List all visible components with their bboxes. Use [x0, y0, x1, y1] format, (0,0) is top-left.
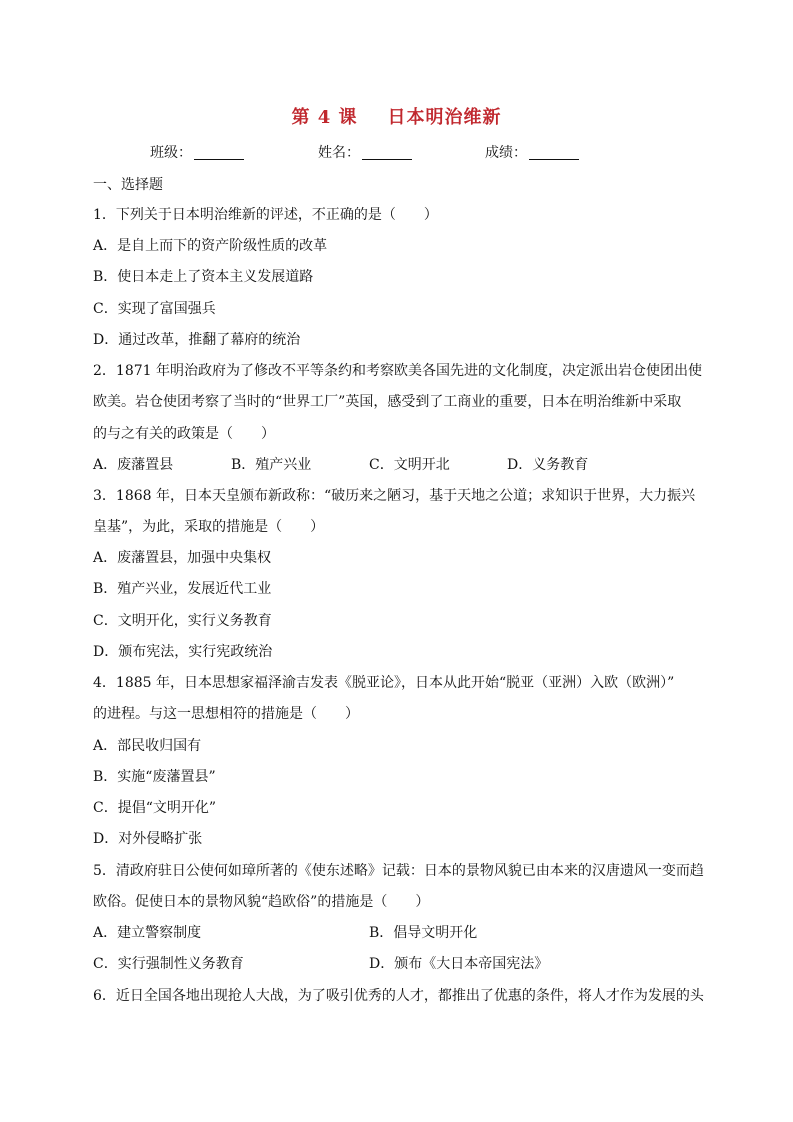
question-2-option-a: A．废藩置县 [93, 457, 174, 473]
score-label: 成绩： [485, 145, 527, 161]
question-2-stem-line-3: 的与之有关的政策是（ ） [93, 426, 275, 442]
question-5-stem-line-1: 5．清政府驻日公使何如璋所著的《使东述略》记载：日本的景物风貌已由本来的汉唐遗风一变而趋 [93, 863, 704, 879]
lesson-number: 第 4 课 [291, 107, 358, 128]
class-field [150, 142, 244, 162]
score-field [485, 142, 579, 162]
question-4-option-b: B．实施“废藩置县” [93, 769, 216, 785]
question-4-option-d: D．对外侵略扩张 [93, 831, 203, 847]
question-5-option-c: C．实行强制性义务教育 [93, 956, 244, 972]
question-1-option-c: C．实现了富国强兵 [93, 301, 216, 317]
name-label: 姓名： [318, 145, 360, 161]
question-4-stem-line-1: 4．1885 年，日本思想家福泽渝吉发表《脱亚论》，日本从此开始“脱亚（亚洲）入欧（欧洲）” [93, 675, 675, 691]
question-4-option-a: A．部民收归国有 [93, 738, 202, 754]
question-5-option-b: B．倡导文明开化 [369, 925, 478, 941]
question-1-option-a: A．是自上而下的资产阶级性质的改革 [93, 238, 328, 254]
name-blank[interactable] [362, 145, 412, 160]
question-3-stem-line-2: 皇基”，为此，采取的措施是（ ） [93, 519, 325, 535]
question-2-option-c: C．文明开北 [369, 457, 450, 473]
question-4-stem-line-2: 的进程。与这一思想相符的措施是（ ） [93, 706, 359, 722]
question-3-option-d: D．颁布宪法，实行宪政统治 [93, 644, 273, 660]
question-1-option-b: B．使日本走上了资本主义发展道路 [93, 269, 314, 285]
question-2-option-d: D．义务教育 [507, 457, 589, 473]
name-field [318, 142, 412, 162]
lesson-title: 日本明治维新 [387, 107, 502, 128]
score-blank[interactable] [529, 145, 579, 160]
question-3-stem-line-1: 3．1868 年，日本天皇颁布新政称：“破历来之陋习，基于天地之公道；求知识于世界，大力振兴 [93, 488, 696, 504]
question-5-option-a: A．建立警察制度 [93, 925, 202, 941]
class-label: 班级： [150, 145, 192, 161]
class-blank[interactable] [194, 145, 244, 160]
question-5-option-d: D．颁布《大日本帝国宪法》 [369, 956, 549, 972]
page-title [0, 103, 793, 129]
question-5-stem-line-2: 欧俗。促使日本的景物风貌“趋欧俗”的措施是（ ） [93, 894, 430, 910]
question-4-option-c: C．提倡“文明开化” [93, 800, 217, 816]
question-2-stem-line-1: 2．1871 年明治政府为了修改不平等条约和考察欧美各国先进的文化制度，决定派出岩仓使团出使 [93, 363, 702, 379]
question-2-stem-line-2: 欧美。岩仓使团考察了当时的“世界工厂”英国，感受到了工商业的重要，日本在明治维新中采取 [93, 394, 682, 410]
question-2-option-b: B．殖产兴业 [231, 457, 312, 473]
question-6-stem-line-1: 6．近日全国各地出现抢人大战，为了吸引优秀的人才，都推出了优惠的条件，将人才作为发展的头 [93, 988, 704, 1004]
question-3-option-c: C．文明开化，实行义务教育 [93, 613, 272, 629]
section-heading: 一、选择题 [93, 177, 163, 193]
question-1-stem: 1．下列关于日本明治维新的评述，不正确的是（ ） [93, 207, 438, 223]
question-3-option-a: A．废藩置县，加强中央集权 [93, 550, 272, 566]
question-3-option-b: B．殖产兴业，发展近代工业 [93, 581, 272, 597]
question-1-option-d: D．通过改革，推翻了幕府的统治 [93, 332, 301, 348]
